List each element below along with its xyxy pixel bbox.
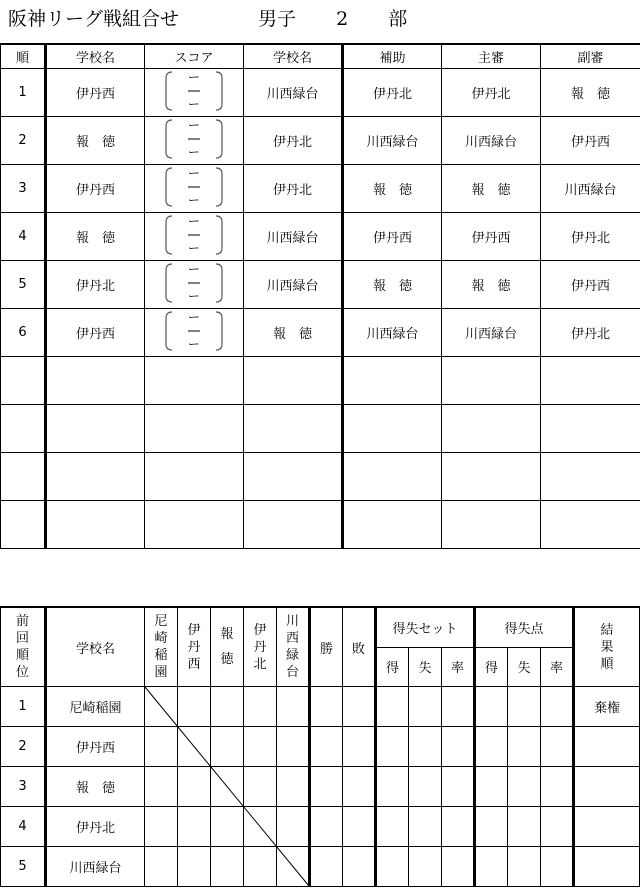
school-a-cell: 伊丹西: [46, 309, 145, 357]
score-dash-top: ー: [187, 69, 200, 84]
point-ratio-cell: [541, 807, 574, 847]
schedule-row: [1, 213, 640, 261]
score-dash-bottom: ー: [187, 240, 200, 255]
sub-referee-cell: 川西緑台: [541, 165, 640, 213]
score-cell: [145, 165, 244, 213]
match-cell: [244, 727, 277, 767]
point-lose-cell: [508, 767, 541, 807]
schedule-row: [1, 357, 640, 405]
sub-referee-cell: 報 徳: [541, 69, 640, 117]
set-lose-cell: [409, 687, 442, 727]
header-point-group: 得失点: [475, 607, 574, 647]
score-cell: [145, 69, 244, 117]
match-cell: [145, 767, 178, 807]
win-cell: [310, 807, 343, 847]
match-cell: [244, 767, 277, 807]
chief-referee-cell: 報 徳: [442, 261, 541, 309]
match-cell: [178, 767, 211, 807]
school-b-cell: [244, 501, 343, 549]
assistant-cell: [343, 357, 442, 405]
standings-header-row-1: [1, 607, 640, 647]
match-cell: [244, 687, 277, 727]
chief-referee-cell: [442, 453, 541, 501]
win-cell: [310, 767, 343, 807]
header-point-ratio: 率: [541, 647, 574, 687]
sub-referee-cell: 伊丹西: [541, 117, 640, 165]
set-ratio-cell: [442, 767, 475, 807]
school-b-cell: [244, 357, 343, 405]
assistant-cell: 川西緑台: [343, 309, 442, 357]
assistant-cell: [343, 453, 442, 501]
score-bracket: [164, 70, 224, 112]
set-ratio-cell: [442, 687, 475, 727]
school-a-cell: [46, 357, 145, 405]
sub-referee-cell: [541, 405, 640, 453]
point-lose-cell: [508, 727, 541, 767]
result-cell: [574, 807, 640, 847]
score-bracket: [164, 310, 224, 352]
score-dash-bottom: ー: [187, 96, 200, 111]
schedule-row: [1, 405, 640, 453]
sub-referee-cell: 伊丹北: [541, 213, 640, 261]
score-dash-bottom: ー: [187, 336, 200, 351]
point-ratio-cell: [541, 847, 574, 887]
header-assistant: 補助: [343, 44, 442, 69]
division-gender: 男子: [258, 8, 297, 30]
match-cell: [145, 727, 178, 767]
order-cell: 3: [1, 165, 46, 213]
match-cell: [277, 727, 310, 767]
sub-referee-cell: 伊丹西: [541, 261, 640, 309]
loss-cell: [343, 727, 376, 767]
assistant-cell: 川西緑台: [343, 117, 442, 165]
school-b-cell: 報 徳: [244, 309, 343, 357]
set-ratio-cell: [442, 727, 475, 767]
order-cell: 4: [1, 213, 46, 261]
point-ratio-cell: [541, 767, 574, 807]
loss-cell: [343, 687, 376, 727]
school-cell: 尼崎稲園: [46, 687, 145, 727]
order-cell: [1, 453, 46, 501]
score-cell: [145, 453, 244, 501]
score-dash-bottom: ー: [187, 192, 200, 207]
rank-cell: 3: [1, 767, 46, 807]
standings-row: [1, 687, 640, 727]
sub-referee-cell: [541, 357, 640, 405]
schedule-row: [1, 501, 640, 549]
result-cell: 棄権: [574, 687, 640, 727]
header-loss: 敗: [343, 607, 376, 687]
point-ratio-cell: [541, 727, 574, 767]
rank-cell: 4: [1, 807, 46, 847]
rank-cell: 1: [1, 687, 46, 727]
order-cell: 1: [1, 69, 46, 117]
match-cell: [277, 807, 310, 847]
order-cell: [1, 405, 46, 453]
match-cell: [211, 687, 244, 727]
order-cell: [1, 357, 46, 405]
chief-referee-cell: 川西緑台: [442, 309, 541, 357]
set-gain-cell: [376, 807, 409, 847]
schedule-row: [1, 309, 640, 357]
match-cell: [145, 687, 178, 727]
score-cell: [145, 309, 244, 357]
match-cell: [211, 807, 244, 847]
point-gain-cell: [475, 687, 508, 727]
header-prev-rank: 前 回 順 位: [1, 607, 46, 687]
set-gain-cell: [376, 687, 409, 727]
score-cell: [145, 405, 244, 453]
standings-row: [1, 807, 640, 847]
match-cell: [277, 687, 310, 727]
assistant-cell: 伊丹北: [343, 69, 442, 117]
school-a-cell: 報 徳: [46, 117, 145, 165]
point-gain-cell: [475, 807, 508, 847]
schedule-row: [1, 165, 640, 213]
school-a-cell: 伊丹西: [46, 165, 145, 213]
header-set-ratio: 率: [442, 647, 475, 687]
schedule-table: [0, 43, 640, 549]
score-dash-top: ー: [187, 117, 200, 132]
match-cell: [211, 767, 244, 807]
score-dash-bottom: ー: [187, 288, 200, 303]
standings-row: [1, 727, 640, 767]
match-cell: [178, 687, 211, 727]
header-point-gain: 得: [475, 647, 508, 687]
score-cell: [145, 501, 244, 549]
set-lose-cell: [409, 847, 442, 887]
chief-referee-cell: [442, 405, 541, 453]
result-cell: [574, 847, 640, 887]
header-school-b: 学校名: [244, 44, 343, 69]
assistant-cell: 報 徳: [343, 261, 442, 309]
header-opponent-itaminishi: 伊 丹 西: [178, 607, 211, 687]
schedule-row: [1, 117, 640, 165]
result-cell: [574, 767, 640, 807]
header-school: 学校名: [46, 607, 145, 687]
score-dash-bottom: ー: [187, 144, 200, 159]
score-dash-top: ー: [187, 309, 200, 324]
schedule-header-row: [1, 44, 640, 69]
score-bracket: [164, 262, 224, 304]
header-opponent-itamikita: 伊 丹 北: [244, 607, 277, 687]
match-cell: [211, 847, 244, 887]
point-lose-cell: [508, 847, 541, 887]
chief-referee-cell: [442, 501, 541, 549]
header-win: 勝: [310, 607, 343, 687]
order-cell: 6: [1, 309, 46, 357]
set-lose-cell: [409, 767, 442, 807]
school-cell: 報 徳: [46, 767, 145, 807]
schedule-row: [1, 69, 640, 117]
match-cell: [178, 847, 211, 887]
sub-referee-cell: [541, 453, 640, 501]
set-gain-cell: [376, 767, 409, 807]
standings-row: [1, 767, 640, 807]
score-cell: [145, 117, 244, 165]
set-gain-cell: [376, 727, 409, 767]
set-ratio-cell: [442, 807, 475, 847]
schedule-row: [1, 261, 640, 309]
loss-cell: [343, 847, 376, 887]
division-suffix: 部: [388, 8, 408, 30]
header-set-lose: 失: [409, 647, 442, 687]
rank-cell: 5: [1, 847, 46, 887]
set-gain-cell: [376, 847, 409, 887]
score-cell: [145, 357, 244, 405]
school-a-cell: [46, 501, 145, 549]
standings-table: [0, 606, 640, 887]
match-cell: [145, 847, 178, 887]
header-set-group: 得失セット: [376, 607, 475, 647]
win-cell: [310, 847, 343, 887]
chief-referee-cell: 伊丹西: [442, 213, 541, 261]
match-cell: [178, 807, 211, 847]
point-lose-cell: [508, 687, 541, 727]
school-b-cell: [244, 453, 343, 501]
rank-cell: 2: [1, 727, 46, 767]
chief-referee-cell: [442, 357, 541, 405]
point-ratio-cell: [541, 687, 574, 727]
header-sub-referee: 副審: [541, 44, 640, 69]
sub-referee-cell: [541, 501, 640, 549]
school-b-cell: 川西緑台: [244, 69, 343, 117]
result-cell: [574, 727, 640, 767]
schedule-row: [1, 453, 640, 501]
match-cell: [244, 847, 277, 887]
score-dash-top: ー: [187, 213, 200, 228]
point-gain-cell: [475, 727, 508, 767]
header-result: 結 果 順: [574, 607, 640, 687]
school-b-cell: 川西緑台: [244, 261, 343, 309]
header-opponent-kawanishi: 川 西 緑 台: [277, 607, 310, 687]
score-dash-top: ー: [187, 261, 200, 276]
set-lose-cell: [409, 807, 442, 847]
chief-referee-cell: 川西緑台: [442, 117, 541, 165]
match-cell: [145, 807, 178, 847]
school-a-cell: 伊丹北: [46, 261, 145, 309]
match-cell: [211, 727, 244, 767]
school-b-cell: 伊丹北: [244, 165, 343, 213]
header-set-gain: 得: [376, 647, 409, 687]
standings-row: [1, 847, 640, 887]
assistant-cell: 伊丹西: [343, 213, 442, 261]
order-cell: [1, 501, 46, 549]
school-a-cell: 伊丹西: [46, 69, 145, 117]
score-bracket: [164, 166, 224, 208]
school-cell: 伊丹北: [46, 807, 145, 847]
school-cell: 伊丹西: [46, 727, 145, 767]
score-bracket: [164, 118, 224, 160]
score-dash-top: ー: [187, 165, 200, 180]
order-cell: 5: [1, 261, 46, 309]
header-point-lose: 失: [508, 647, 541, 687]
school-a-cell: [46, 405, 145, 453]
school-a-cell: 報 徳: [46, 213, 145, 261]
score-bracket: [164, 214, 224, 256]
chief-referee-cell: 報 徳: [442, 165, 541, 213]
set-ratio-cell: [442, 847, 475, 887]
division-label: [258, 4, 407, 34]
header-opponent-hotoku: 報 徳: [211, 607, 244, 687]
win-cell: [310, 687, 343, 727]
header-chief-referee: 主審: [442, 44, 541, 69]
page-title: 阪神リーグ戦組合せ: [8, 8, 180, 30]
score-cell: [145, 213, 244, 261]
set-lose-cell: [409, 727, 442, 767]
school-b-cell: 伊丹北: [244, 117, 343, 165]
assistant-cell: 報 徳: [343, 165, 442, 213]
school-cell: 川西緑台: [46, 847, 145, 887]
match-cell: [277, 767, 310, 807]
point-gain-cell: [475, 767, 508, 807]
score-cell: [145, 261, 244, 309]
header-order: 順: [1, 44, 46, 69]
chief-referee-cell: 伊丹北: [442, 69, 541, 117]
point-gain-cell: [475, 847, 508, 887]
point-lose-cell: [508, 807, 541, 847]
division-number: 2: [336, 8, 349, 30]
loss-cell: [343, 807, 376, 847]
match-cell: [178, 727, 211, 767]
loss-cell: [343, 767, 376, 807]
school-b-cell: [244, 405, 343, 453]
match-cell: [244, 807, 277, 847]
sub-referee-cell: 伊丹北: [541, 309, 640, 357]
order-cell: 2: [1, 117, 46, 165]
header-opponent-amagasaki: 尼 崎 稲 園: [145, 607, 178, 687]
header-school-a: 学校名: [46, 44, 145, 69]
match-cell: [277, 847, 310, 887]
assistant-cell: [343, 501, 442, 549]
school-a-cell: [46, 453, 145, 501]
assistant-cell: [343, 405, 442, 453]
school-b-cell: 川西緑台: [244, 213, 343, 261]
header-score: スコア: [145, 44, 244, 69]
win-cell: [310, 727, 343, 767]
